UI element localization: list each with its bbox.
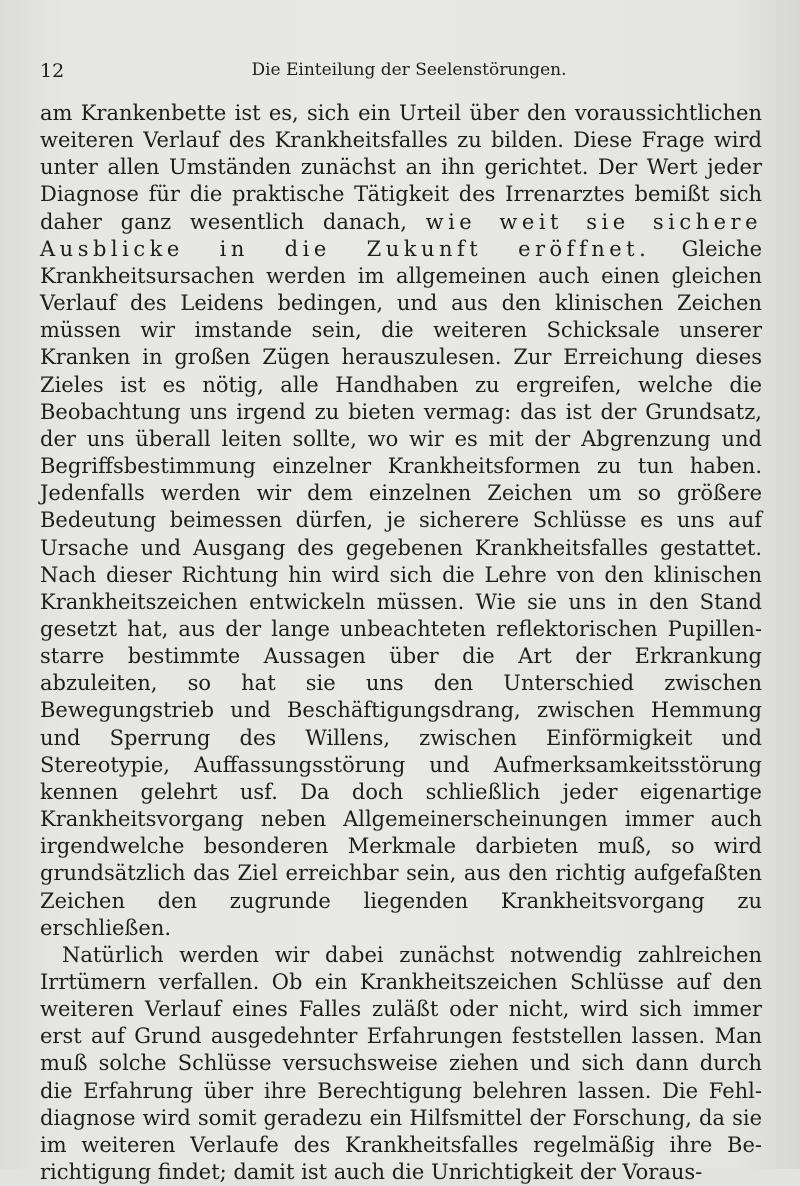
paragraph-1 <box>40 100 762 942</box>
paragraph-1-text: am Krankenbette ist es, sich ein Urteil über den voraussichtlichen weiteren Verlauf des Krankheitsfalles zu bilden. Diese Frage wird unter allen Umständen zunächst an ihn gerichtet. Der Wert jeder Diagnose für die praktische Tätigkeit des Irrenarztes bemißt sich daher ganz wesentlich danach, <box>40 101 762 234</box>
page-header <box>40 60 758 88</box>
running-head: Die Einteilung der Seelenstörungen. <box>251 60 567 80</box>
page-number: 12 <box>40 60 65 82</box>
body-text <box>40 100 762 1186</box>
paragraph-2: Natürlich werden wir dabei zunächst notwendig zahlreichen Irrtümern verfallen. Ob ein Krankheitszeichen Schlüsse auf den weiteren Verlauf eines Falles zuläßt oder nicht, wird sich immer erst auf Grund ausgedehnter Erfahrungen feststellen lassen. Man muß solche Schlüsse versuchsweise ziehen und sich dann durch die Erfahrung über ihre Berechtigung belehren lassen. Die Fehldiagnose wird somit geradezu ein Hilfsmittel der Forschung, da sie im weiteren Verlaufe des Krankheitsfalles regelmäßig ihre Berichtigung findet; damit ist auch die Unrichtigkeit der Voraus- <box>40 942 762 1185</box>
spaced-emphasis: wie weit sie sichere Ausblicke in die Zukunft eröffnet. <box>40 209 762 261</box>
paragraph-1-continuation: Gleiche Krankheitsursachen werden im allgemeinen auch einen gleichen Verlauf des Leidens bedingen, und aus den klinischen Zeichen müssen wir imstande sein, die weiteren Schicksale unserer Kranken in großen Zügen herauszulesen. Zur Erreichung dieses Zieles ist es nötig, alle Handhaben zu ergreifen, welche die Beobachtung uns irgend zu bieten vermag: das ist der Grundsatz, der uns überall leiten sollte, wo wir es mit der Abgrenzung und Begriffsbestimmung einzelner Krankheitsformen zu tun haben. Jedenfalls werden wir dem einzelnen Zeichen um so größere Bedeutung beimessen dürfen, je sicherere Schlüsse es uns auf Ursache und Ausgang des gegebenen Krankheitsfalles gestattet. Nach dieser Richtung hin wird sich die Lehre von den klinischen Krankheitszeichen entwickeln müssen. Wie sie uns in den Stand gesetzt hat, aus der lange unbeachteten reflektorischen Pupillenstarre bestimmte Aussagen über die Art der Erkrankung abzuleiten, so hat sie uns den Unterschied zwischen Bewegungstrieb und Beschäftigungsdrang, zwischen Hemmung und Sperrung des Willens, zwischen Einförmigkeit und Stereotypie, Auffassungsstörung und Aufmerksamkeitsstörung kennen gelehrt usf. Da doch schließlich jeder eigenartige Krankheitsvorgang neben Allgemeinerscheinungen immer auch irgendwelche besonderen Merkmale darbieten muß, so wird grundsätzlich das Ziel erreichbar sein, aus den richtig aufgefaßten Zeichen den zugrunde liegenden Krankheitsvorgang zu erschließen. <box>40 236 762 940</box>
